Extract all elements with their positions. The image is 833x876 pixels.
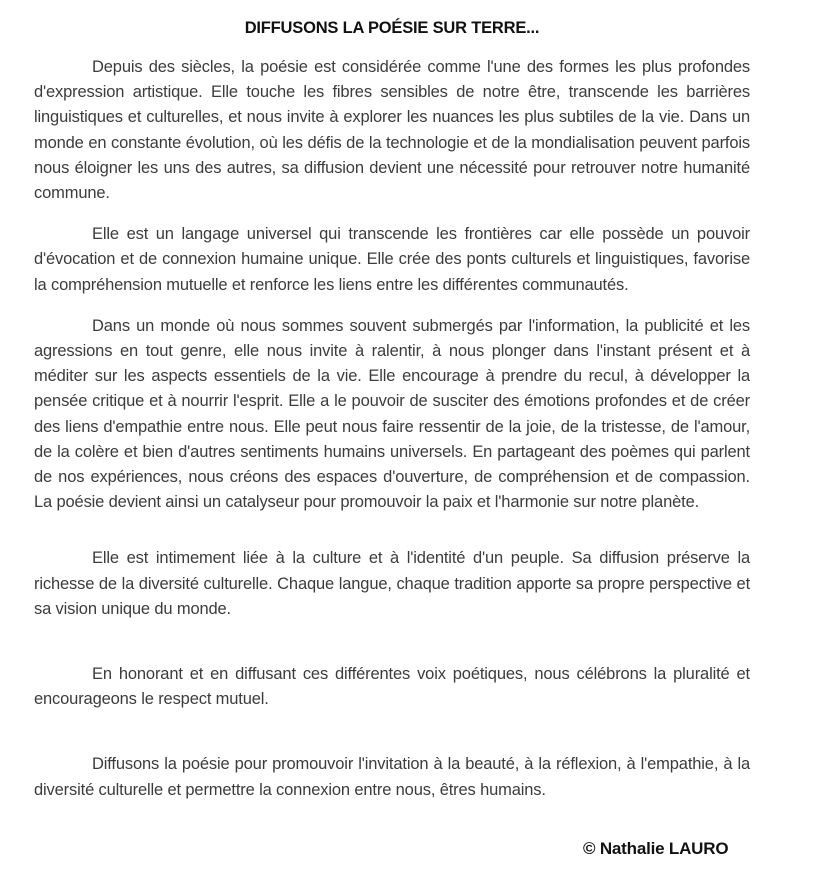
- paragraph-5: En honorant et en diffusant ces différentes voix poétiques, nous célébrons la pluralité et encourageons le respect mutuel.: [34, 665, 750, 709]
- paragraph-6: Diffusons la poésie pour promouvoir l'invitation à la beauté, à la réflexion, à l'empathie, à la diversité culturelle et permettre la connexion entre nous, êtres humains.: [34, 755, 750, 799]
- paragraph-2: Elle est un langage universel qui transcende les frontières car elle possède un pouvoir d'évocation et de connexion humaine unique. Elle crée des ponts culturels et linguistiques, favorise la compréhension mutuelle et renforce les liens entre les différentes communautés.: [34, 225, 750, 294]
- page-title: DIFFUSONS LA POÉSIE SUR TERRE...: [244, 19, 540, 37]
- document-page: [34, 0, 750, 803]
- paragraph-3: Dans un monde où nous sommes souvent submergés par l'information, la publicité et les agressions en tout genre, elle nous invite à ralentir, à nous plonger dans l'instant présent et à méditer sur les aspects essentiels de la vie. Elle encourage à prendre du recul, à développer la pensée critique et à nourrir l'esprit. Elle a le pouvoir de susciter des émotions profondes et de créer des liens d'empathie entre nous. Elle peut nous faire ressentir de la joie, de la tristesse, de l'amour, de la colère et bien d'autres sentiments humains universels. En partageant des poèmes qui parlent de nos expériences, nous créons des espaces d'ouverture, de compréhension et de compassion. La poésie devient ainsi un catalyseur pour promouvoir la paix et l'harmonie sur notre planète.: [34, 316, 750, 512]
- paragraph-4: Elle est intimement liée à la culture et à l'identité d'un peuple. Sa diffusion préserve la richesse de la diversité culturelle. Chaque langue, chaque tradition apporte sa propre perspective et sa vision unique du monde.: [34, 549, 750, 618]
- author-signature: © Nathalie LAURO: [583, 839, 729, 858]
- paragraph-1: Depuis des siècles, la poésie est considérée comme l'une des formes les plus profondes d'expression artistique. Elle touche les fibres sensibles de notre être, transcende les barrières linguistiques et culturelles, et nous invite à explorer les nuances les plus subtiles de la vie. Dans un monde en constante évolution, où les défis de la technologie et de la mondialisation peuvent parfois nous éloigner les uns des autres, sa diffusion devient une nécessité pour retrouver notre humanité commune.: [34, 58, 750, 203]
